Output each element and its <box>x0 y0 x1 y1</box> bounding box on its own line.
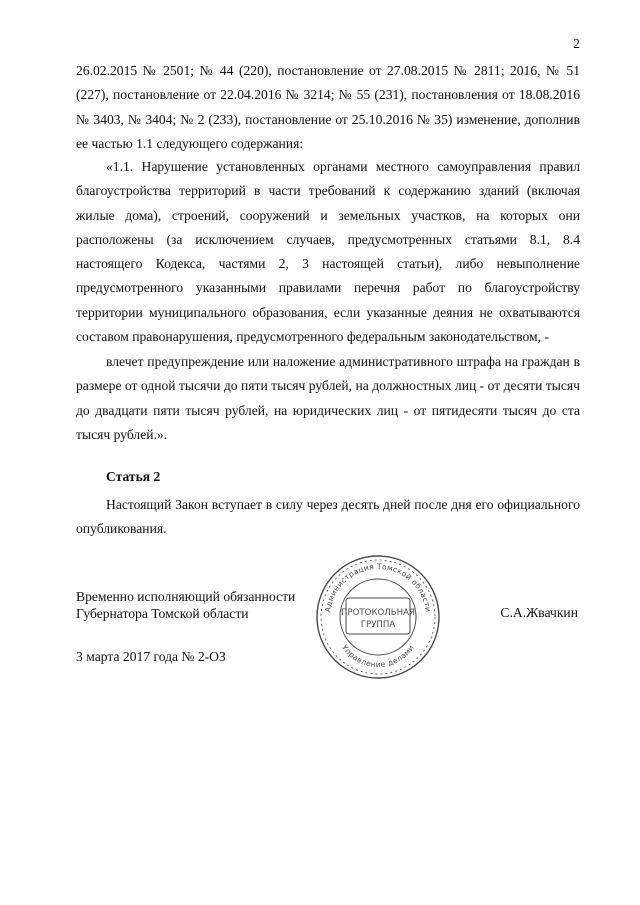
signatory-name: С.А.Жвачкин <box>500 605 578 620</box>
article-text: Настоящий Закон вступает в силу через десять дней после дня его официального опубликования. <box>76 497 580 537</box>
seal-top-arc-text: Администрация Томской области <box>323 561 433 613</box>
quoted-sanction <box>76 350 580 447</box>
quote-paragraph-2: влечет предупреждение или наложение административного штрафа на граждан в размере от одной тысячи до пяти тысяч рублей, на должностных лиц - от десяти тысяч до двадцати пяти тысяч рублей, на юридических лиц - от пятидесяти тысяч до ста тысяч рублей.». <box>76 354 580 442</box>
page-number: 2 <box>573 36 580 51</box>
signature-position-line-2: Губернатора Томской области <box>76 606 249 621</box>
signature-position <box>76 588 295 622</box>
official-seal-stamp <box>313 552 443 682</box>
article-body <box>76 493 580 542</box>
seal-bottom-arc-text: Управление делами <box>340 643 416 670</box>
article-heading: Статья 2 <box>106 469 161 484</box>
seal-center-line-2: ГРУППА <box>360 620 396 630</box>
signature-position-line-1: Временно исполняющий обязанности <box>76 589 296 604</box>
law-date-number: 3 марта 2017 года № 2-ОЗ <box>76 649 226 664</box>
intro-paragraph <box>76 59 580 156</box>
quote-paragraph-1: «1.1. Нарушение установленных органами местного самоуправления правил благоустройства территорий в части требований к содержанию зданий (включая жилые дома), строений, сооружений и земельных участков, на которых они расположены (за исключением случаев, предусмотренных статьями 8.1, 8.4 настоящего Кодекса, частями 2, 3 настоящей статьи), либо невыполнение предусмотренного указанными правилами перечня работ по благоустройству территории муниципального образования, если указанные деяния не охватываются составом правонарушения, предусмотренного федеральным законодательством, - <box>76 159 580 345</box>
quoted-part-1-1 <box>76 155 580 349</box>
seal-center-line-1: ПРОТОКОЛЬНАЯ <box>341 608 415 618</box>
intro-text: 26.02.2015 № 2501; № 44 (220), постановление от 27.08.2015 № 2811; 2016, № 51 (227), постановление от 22.04.2016 № 3214; № 55 (231), постановления от 18.08.2016 № 3403, № 3404; № 2 (233), постановление от 25.10.2016 № 35) изменение, дополнив ее частью 1.1 следующего содержания: <box>76 63 580 151</box>
